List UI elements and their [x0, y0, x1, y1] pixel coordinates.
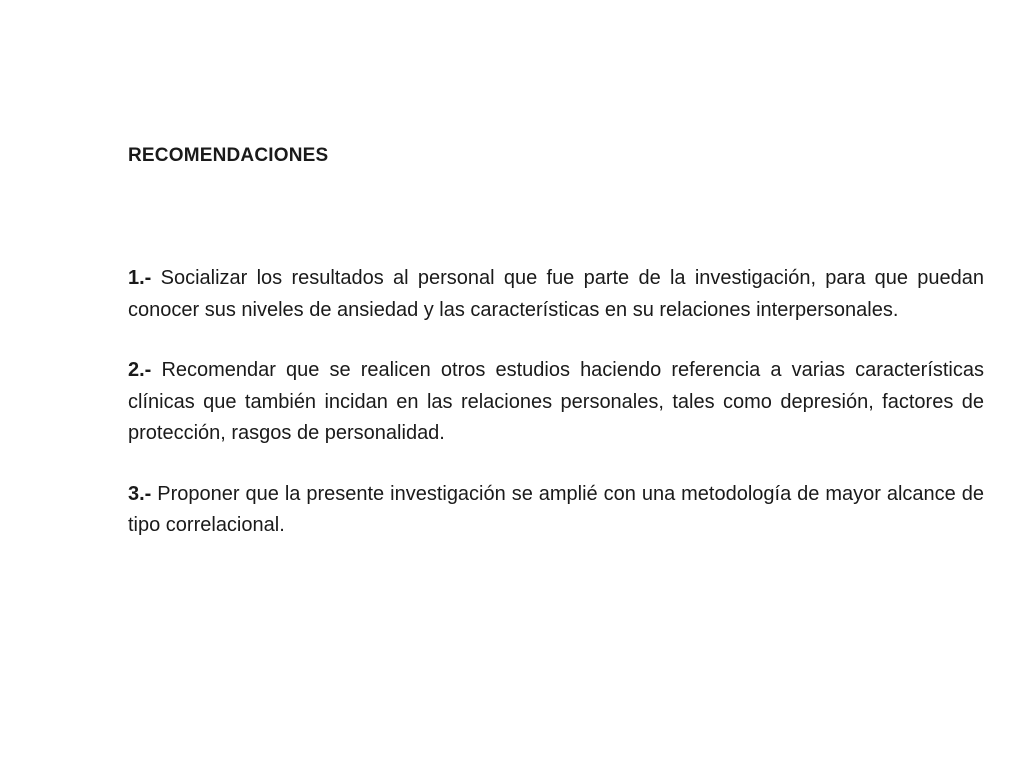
slide-content — [128, 140, 984, 571]
recommendation-item — [128, 479, 984, 542]
recommendation-list — [128, 263, 984, 542]
recommendation-number: 3.- — [128, 482, 152, 505]
recommendation-number: 2.- — [128, 359, 152, 381]
section-heading: RECOMENDACIONES — [128, 145, 329, 166]
recommendation-number: 1.- — [128, 267, 152, 289]
recommendation-text: Recomendar que se realicen otros estudios haciendo referencia a varias características clínicas que también incidan en las relaciones personales, tales como depresión, factores de protección, rasgos de personalidad. — [128, 359, 984, 444]
recommendation-item — [128, 355, 984, 450]
recommendation-text: Proponer que la presente investigación se amplié con una metodología de mayor alcance de tipo correlacional. — [128, 482, 984, 536]
recommendation-text: Socializar los resultados al personal que fue parte de la investigación, para que puedan conocer sus niveles de ansiedad y las características en su relaciones interpersonales. — [128, 267, 984, 321]
recommendation-item — [128, 263, 984, 326]
